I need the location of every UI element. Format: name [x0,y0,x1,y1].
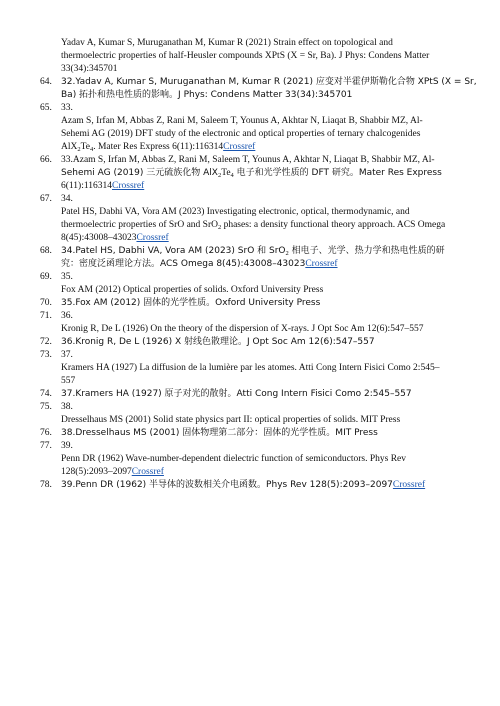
reference-number: 74. [40,389,52,399]
crossref-link[interactable]: Crossref [223,142,256,152]
reference-65 [40,102,470,154]
reference-number: 70. [40,298,52,308]
reference-text: 39.Penn DR (1962) 半导体的波数相关介电函数。Phys Rev 128(5):2093–2097 [61,480,393,490]
subscript: 2 [217,172,222,179]
reference-heading: 34. [61,194,73,204]
reference-heading: 37. [61,350,73,360]
reference-text: Penn DR (1962) Wave-number-dependent dielectric function of semiconductors. Phys Rev [61,454,407,464]
reference-text: Sehemi AG (2019) 三元硫族化物 AlX [61,168,218,178]
reference-text: Yadav A, Kumar S, Muruganathan M, Kumar R (2021) Strain effect on topological and [61,38,393,48]
reference-number: 67. [40,194,52,204]
reference-text: thermoelectric properties of SrO and SrO [61,220,218,230]
reference-number: 78. [40,480,52,490]
reference-72 [40,336,470,349]
reference-67 [40,193,470,245]
reference-text: 33(34):345701 [61,64,118,74]
reference-68 [40,245,470,271]
subscript: 4 [230,172,234,179]
reference-text: 33.Azam S, Irfan M, Abbas Z, Rani M, Saleem T, Younus A, Akhtar N, Liaqat B, Shabbir MZ, Al- [61,155,435,165]
reference-70 [40,297,470,310]
reference-text: Patel HS, Dabhi VA, Vora AM (2023) Investigating electronic, optical, thermodynamic, and [61,207,410,217]
reference-75 [40,401,470,427]
reference-text: . Mater Res Express 6(11):116314 [93,142,224,152]
reference-71 [40,310,470,336]
reference-73 [40,349,470,388]
reference-number: 73. [40,350,52,360]
reference-heading: 33. [61,103,73,113]
subscript: 2 [77,146,81,153]
reference-text: 37.Kramers HA (1927) 原子对光的散射。Atti Cong Intern Fisici Como 2:545–557 [61,389,412,399]
reference-number: 76. [40,428,52,438]
reference-64 [40,76,477,102]
reference-number: 65. [40,103,52,113]
reference-number: 66. [40,155,52,165]
subscript: 2 [285,250,289,257]
reference-text: thermoelectric properties of half-Heusler compounds XPtS (X = Sr, Ba). J Phys: Condens Matter [61,51,430,61]
subscript: 2 [217,224,222,231]
reference-heading: 39. [61,441,73,451]
reference-text: Sehemi AG (2019) DFT study of the electronic and optical properties of ternary chalcogenides [61,129,421,139]
reference-77 [40,440,470,479]
crossref-link[interactable]: Crossref [392,480,426,490]
reference-heading: 36. [61,311,73,321]
reference-heading: 38. [61,402,73,412]
reference-list [40,37,477,492]
reference-text: 128(5):2093–2097 [61,467,132,477]
reference-text: 究：密度泛函理论方法。ACS Omega 8(45):43008–43023 [61,259,306,269]
reference-number: 77. [40,441,52,451]
reference-text: 34.Patel HS, Dabhi VA, Vora AM (2023) SrO 和 SrO [61,246,286,256]
reference-text: 38.Dresselhaus MS (2001) 固体物理第二部分：固体的光学性质。MIT Press [61,428,378,438]
reference-text: 6(11):116314 [61,181,113,191]
reference-text: 557 [61,376,76,386]
reference-text: 32.Yadav A, Kumar S, Muruganathan M, Kumar R (2021) 应变对半霍伊斯勒化合物 XPtS (X = Sr, [61,77,477,87]
reference-text: 36.Kronig R, De L (1926) X 射线色散理论。J Opt Soc Am 12(6):547–557 [61,337,375,347]
reference-66 [40,154,470,193]
reference-text: Dresselhaus MS (2001) Solid state physics part II: optical properties of solids. MIT Press [61,415,401,425]
crossref-link[interactable]: Crossref [136,233,169,243]
reference-69 [40,271,470,297]
reference-number: 64. [40,77,52,87]
reference-text: 相电子、光学、热力学和热电性质的研 [288,246,445,256]
reference-76 [40,427,470,440]
reference-text: AlX [61,142,78,152]
reference-text: 电子和光学性质的 DFT 研究。Mater Res Express [233,168,442,178]
subscript: 4 [89,146,94,153]
reference-text: Kramers HA (1927) La diffusion de la lumière par les atomes. Atti Cong Intern Fisici Como 2:545– [61,363,440,373]
reference-text: 8(45):43008–43023 [61,233,137,243]
reference-number: 72. [40,337,52,347]
crossref-link[interactable]: Crossref [131,467,164,477]
reference-number: 75. [40,402,52,412]
reference-heading: 35. [61,272,73,282]
reference-text: Ba) 拓扑和热电性质的影响。J Phys: Condens Matter 33(34):345701 [61,90,353,100]
reference-text: Kronig R, De L (1926) On the theory of the dispersion of X-rays. J Opt Soc Am 12(6):547–557 [61,324,424,334]
reference-text: Te [221,168,231,178]
reference-63-continuation [40,37,470,76]
reference-number: 71. [40,311,52,321]
reference-74 [40,388,470,401]
reference-78 [40,479,470,492]
reference-number: 69. [40,272,52,282]
crossref-link[interactable]: Crossref [305,259,338,269]
reference-text: 35.Fox AM (2012) 固体的光学性质。Oxford University Press [61,298,321,308]
crossref-link[interactable]: Crossref [112,181,145,191]
reference-text: Fox AM (2012) Optical properties of solids. Oxford University Press [61,285,324,295]
reference-number: 68. [40,246,52,256]
reference-text: Azam S, Irfan M, Abbas Z, Rani M, Saleem T, Younus A, Akhtar N, Liaqat B, Shabbir MZ, Al- [61,116,423,126]
reference-text: phases: a density functional theory approach. ACS Omega [221,220,446,230]
reference-text: Te [80,142,90,152]
